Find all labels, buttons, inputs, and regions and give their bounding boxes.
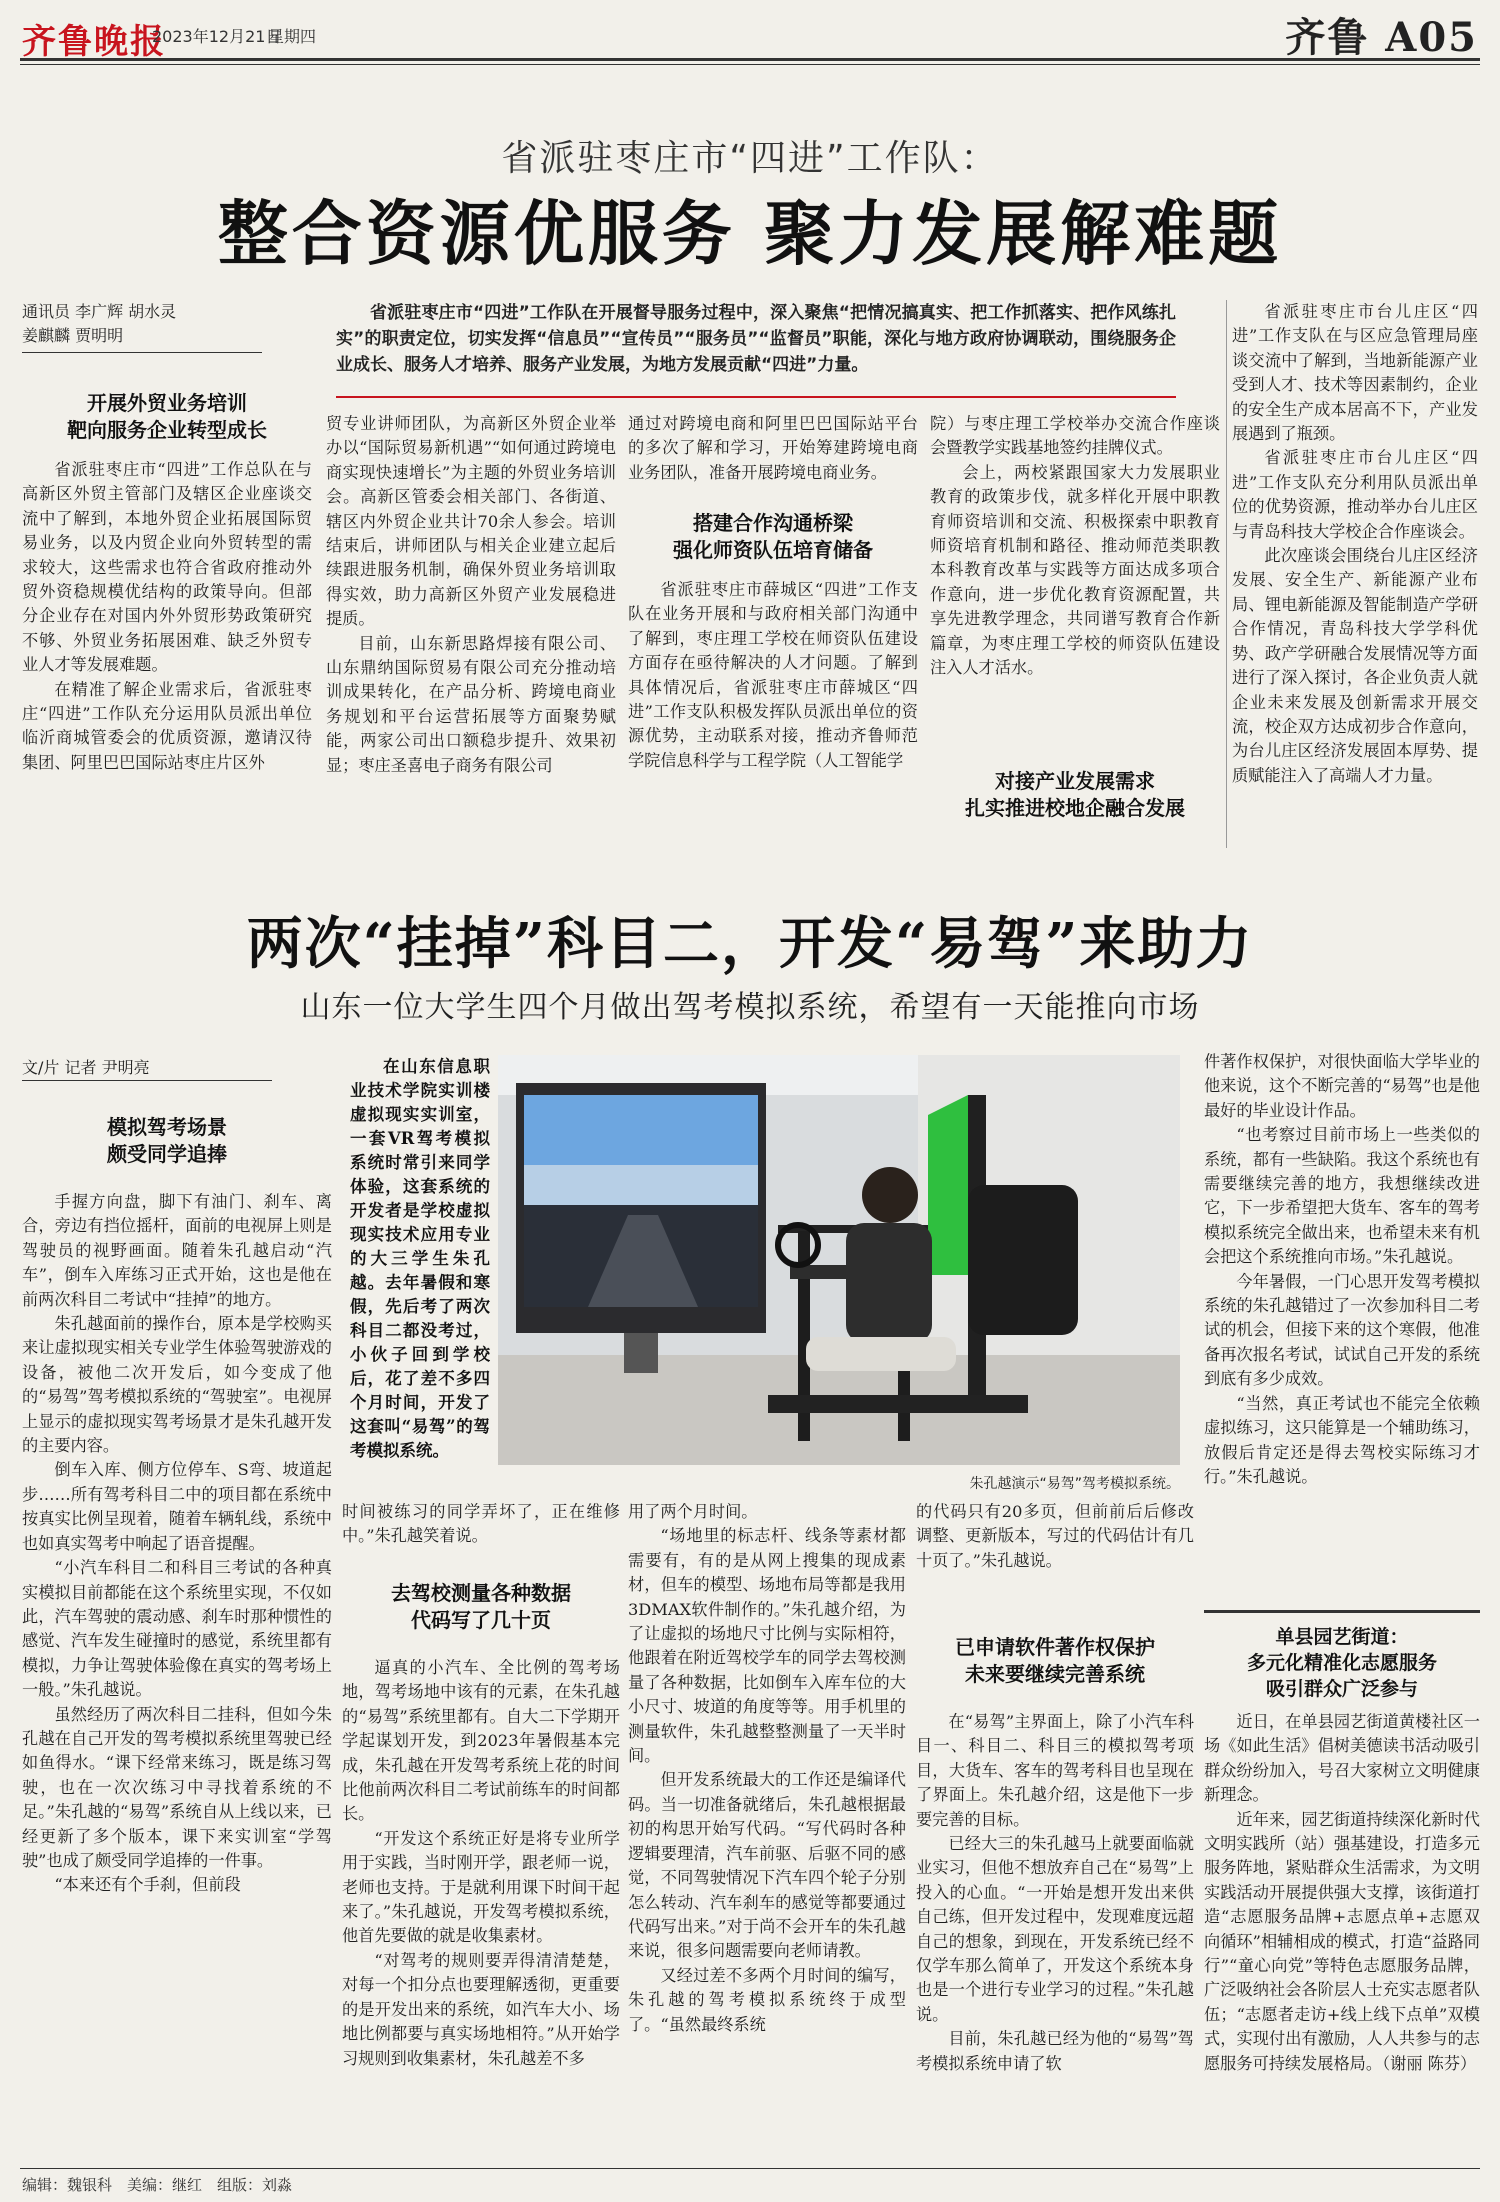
story2-deck: 山东一位大学生四个月做出驾考模拟系统，希望有一天能推向市场: [300, 990, 1200, 1025]
story1-intro: 省派驻枣庄市“四进”工作队在开展督导服务过程中，深入聚焦“把情况搞真实、把工作抓落实、把作风练扎实”的职责定位，切实发挥“信息员”“宣传员”“服务员”“监督员”职能，深化与地方政府协调联动，围绕服务企业成长、服务人才培养、服务产业发展，为地方发展贡献“四进”力量。: [336, 303, 1176, 375]
newspaper-logo: 齐鲁晚报: [22, 22, 166, 62]
story2-subhead-2: 去驾校测量各种数据 代码写了几十页: [391, 1581, 571, 1632]
footer-rule: [20, 2168, 1480, 2169]
paragraph: 已经大三的朱孔越马上就要面临就业实习，但他不想放弃自己在“易驾”上投入的心血。“一开始是想开发出来供自己练，但开发过程中，发现难度远超自己的想象，到现在，开发系统已经不仅学车那么简单了，开发这个系统本身也是一个进行专业学习的过程。”朱孔越说。: [916, 1834, 1194, 2024]
paragraph: 省派驻枣庄市台儿庄区“四进”工作支队在与区应急管理局座谈交流中了解到，当地新能源产业受到人才、技术等因素制约，企业的安全生产成本居高不下，产业发展遇到了瓶颈。: [1232, 302, 1478, 444]
issue-weekday: 星期四: [268, 27, 317, 46]
paragraph: 省派驻枣庄市台儿庄区“四进”工作支队充分利用队员派出单位的优势资源，推动举办台儿庄区与青岛科技大学校企合作座谈会。: [1232, 448, 1478, 541]
paragraph: 在“易驾”主界面上，除了小汽车科目一、科目二、科目三的模拟驾考项目，大货车、客车的驾考科目也呈现在了界面上。朱孔越介绍，这是他下一步要完善的目标。: [916, 1712, 1194, 1829]
paragraph: “当然，真正考试也不能完全依赖虚拟练习，这只能算是一个辅助练习，放假后肯定还是得去驾校实际练习才行。”朱孔越说。: [1204, 1393, 1480, 1486]
paragraph: 但开发系统最大的工作还是编译代码。当一切准备就绪后，朱孔越根据最初的构思开始写代码。“写代码时各种逻辑要理清，汽车前驱、后驱不同的感觉，不同驾驶情况下汽车四个轮子分别怎么转动、汽车刹车的感觉等都要通过代码写出来。”对于尚不会开车的朱孔越来说，很多问题需要向老师请教。: [628, 1770, 906, 1961]
paragraph: 朱孔越面前的操作台，原本是学校购买来让虚拟现实相关专业学生体验驾驶游戏的设备，被他二次开发后，如今变成了他的“易驾”驾考模拟系统的“驾驶室”。电视屏上显示的虚拟现实驾考场景才是朱孔越开发的主要内容。: [22, 1314, 332, 1456]
paragraph: “也考察过目前市场上一些类似的系统，都有一些缺陷。我这个系统也有需要继续完善的地方，我想继续改进它，下一步希望把大货车、客车的驾考模拟系统完全做出来，也希望未来有机会把这个系统推向市场。”朱孔越说。: [1204, 1125, 1480, 1267]
paragraph: 省派驻枣庄市薛城区“四进”工作支队在业务开展和与政府相关部门沟通中了解到，枣庄理工学校在师资队伍建设方面存在亟待解决的人才问题。了解到具体情况后，省派驻枣庄市薛城区“四进”工作支队积极发挥队员派出单位的资源优势，主动联系对接，推动齐鲁师范学院信息科学与工程学院（人工智能学: [628, 580, 918, 770]
story1-headline: 整合资源优服务 聚力发展解难题: [217, 192, 1283, 275]
story1-subhead-1: 开展外贸业务培训 靶向服务企业转型成长: [67, 391, 267, 442]
paragraph: 的代码只有20多页，但前前后后修改调整、更新版本，写过的代码估计有几十页了。”朱孔越说。: [916, 1502, 1194, 1570]
story2-column-4b: [916, 1710, 1194, 2156]
paragraph: 时间被练习的同学弄坏了，正在维修中。”朱孔越笑着说。: [342, 1502, 620, 1546]
story1-subhead-2: 搭建合作沟通桥梁 强化师资队伍培育储备: [673, 511, 873, 562]
paragraph: “对驾考的规则要弄得清清楚楚，对每一个扣分点也要理解透彻，更重要的是开发出来的系统，如汽车大小、场地比例都要与真实场地相符。”从开始学习规则到收集素材，朱孔越差不多: [342, 1950, 620, 2068]
masthead-rule: [20, 58, 1480, 61]
story2-column-2a: [342, 1500, 620, 1552]
issue-date: 2023年12月21日: [152, 27, 282, 46]
paragraph: 省派驻枣庄市“四进”工作总队在与高新区外贸主管部门及辖区企业座谈交流中了解到，本地外贸企业拓展国际贸易业务，以及内贸企业向外贸转型的需求较大，这些需求也符合省政府推动外贸外资稳规模优结构的政策导向。但部分企业存在对国内外外贸形势政策研究不够、外贸业务拓展困难、缺乏外贸专业人才等发展难题。: [22, 460, 312, 675]
paragraph: 目前，朱孔越已经为他的“易驾”驾考模拟系统申请了软: [916, 2029, 1194, 2073]
byline-rule: [22, 352, 262, 353]
story3-body: [1204, 1710, 1480, 2156]
story2-subhead-3: 已申请软件著作权保护 未来要继续完善系统: [955, 1635, 1155, 1686]
paragraph: 近年来，园艺街道持续深化新时代文明实践所（站）强基建设，打造多元服务阵地，紧贴群众生活需求，为文明实践活动开展提供强大支撑，该街道打造“志愿服务品牌+志愿点单+志愿双向循环”相辅相成的模式，打造“益路同行”“童心向党”等特色志愿服务品牌，广泛吸纳社会各阶层人士充实志愿者队伍；“志愿者走访+线上线下点单”双模式，实现付出有激励，人人共参与的志愿服务可持续发展格局。（谢丽 陈芬）: [1204, 1809, 1480, 2073]
paragraph: 逼真的小汽车、全比例的驾考场地，驾考场地中该有的元素，在朱孔越的“易驾”系统里都有。自大二下学期开学起谋划开发，到2023年暑假基本完成，朱孔越在开发驾考系统上花的时间比他前两次科目二考试前练车的时间都长。: [342, 1658, 620, 1824]
story1-column-2: [326, 412, 616, 848]
paragraph: 今年暑假，一门心思开发驾考模拟系统的朱孔越错过了一次参加科目二考试的机会，但接下来的这个寒假，他准备再次报名考试，试试自己开发的系统到底有多少成效。: [1204, 1271, 1480, 1389]
story2-lead-box: [350, 1055, 490, 1463]
story2-byline: 文/片 记者 尹明亮: [22, 1058, 150, 1077]
paragraph: 又经过差不多两个月时间的编写，朱孔越的驾考模拟系统终于成型了。“虽然最终系统: [628, 1965, 906, 2034]
story1-column-1: [22, 458, 312, 848]
byline-rule: [22, 1080, 272, 1081]
story2-photo: [498, 1055, 1180, 1465]
paragraph: 近日，在单县园艺街道黄楼社区一场《如此生活》倡树美德读书活动吸引群众纷纷加入，号召大家树立文明健康新理念。: [1204, 1712, 1480, 1805]
paragraph: “小汽车科目二和科目三考试的各种真实模拟目前都能在这个系统里实现，不仅如此，汽车驾驶的震动感、刹车时那种惯性的感觉、汽车发生碰撞时的感觉，系统里都有模拟，力争让驾驶体验像在真实的驾考场上一般。”朱孔越说。: [22, 1558, 332, 1700]
story2-subhead-1: 模拟驾考场景 颇受同学追捧: [107, 1115, 227, 1166]
paragraph: 会上，两校紧跟国家大力发展职业教育的政策步伐，就多样化开展中职教育师资培训和交流、积极探索中职教育师资培育机制和路径、推动师范类职教本科教育改革与实践等方面达成多项合作意向，进一步优化教育资源配置，共享先进教学理念，共同谱写教育合作新篇章，为枣庄理工学校的师资队伍建设注入人才活水。: [930, 462, 1220, 678]
story2-column-4a: [916, 1500, 1194, 1612]
paragraph: “本来还有个手刹，但前段: [54, 1875, 241, 1895]
paragraph: 倒车入库、侧方位停车、S弯、坡道起步……所有驾考科目二中的项目都在系统中按真实比例呈现着，随着车辆轧线，系统中也如真实驾考中响起了语音提醒。: [22, 1460, 332, 1553]
paragraph: 用了两个月时间。: [628, 1502, 758, 1521]
photo-caption: 朱孔越演示“易驾”驾考模拟系统。: [969, 1476, 1180, 1492]
page-section: 齐鲁 A05: [1285, 14, 1478, 61]
story2-column-2b: [342, 1656, 620, 2156]
column-separator: [1226, 300, 1227, 848]
story2-column-5: [1204, 1050, 1480, 1590]
driving-simulator-photo: [498, 1055, 1180, 1465]
story3-headline: 单县园艺街道： 多元化精准化志愿服务 吸引群众广泛参与: [1246, 1626, 1437, 1700]
page-credits: 编辑：魏银科 美编：继红 组版：刘淼: [22, 2176, 293, 2194]
story1-byline-line1: 通讯员 李广辉 胡水灵: [22, 302, 177, 321]
paragraph: 目前，山东新思路焊接有限公司、山东鼎纳国际贸易有限公司充分推动培训成果转化，在产品分析、跨境电商业务规划和平台运营拓展等方面聚势赋能，两家公司出口额稳步提升、效果初显；枣庄圣喜电子商务有限公司: [326, 633, 616, 775]
story1-byline: [22, 300, 262, 348]
story1-column-4: [930, 412, 1220, 752]
paragraph: 院）与枣庄理工学校举办交流合作座谈会暨教学实践基地签约挂牌仪式。: [930, 414, 1220, 458]
story1-column-3a: [628, 412, 918, 490]
paragraph: 贸专业讲师团队，为高新区外贸企业举办以“国际贸易新机遇”“如何通过跨境电商实现快速增长”为主题的外贸业务培训会。高新区管委会相关部门、各街道、辖区内外贸企业共计70余人参会。培训结束后，讲师团队与相关企业建立起后续跟进服务机制，确保外贸业务培训取得实效，助力高新区外贸产业发展稳进提质。: [326, 414, 616, 629]
lead-paragraph: 在山东信息职业技术学院实训楼虚拟现实实训室，一套VR驾考模拟系统时常引来同学体验，这套系统的开发者是学校虚拟现实技术应用专业的大三学生朱孔越。去年暑假和寒假，先后考了两次科目二都没考过，小伙子回到学校后，花了差不多四个月时间，开发了这套叫“易驾”的驾考模拟系统。: [350, 1057, 490, 1460]
paragraph: “场地里的标志杆、线条等素材都需要有，有的是从网上搜集的现成素材，但车的模型、场地布局等都是我用3DMAX软件制作的。”朱孔越介绍，为了让虚拟的场地尺寸比例与实际相符，他跟着在附近驾校学车的同学去驾校测量了各种数据，比如倒车入库车位的大小尺寸、坡道的角度等等。用手机里的测量软件，朱孔越整整测量了一天半时间。: [628, 1526, 906, 1766]
story1-subhead-3: 对接产业发展需求 扎实推进校地企融合发展: [965, 769, 1185, 820]
masthead-rule-thin: [20, 64, 1480, 65]
story1-column-5: [1232, 300, 1478, 848]
paragraph: 通过对跨境电商和阿里巴巴国际站平台的多次了解和学习，开始筹建跨境电商业务团队，准备开展跨境电商业务。: [628, 414, 918, 482]
story1-kicker: 省派驻枣庄市“四进”工作队：: [501, 138, 999, 179]
story2-column-3: [628, 1500, 906, 2156]
paragraph: 虽然经历了两次科目二挂科，但如今朱孔越在自己开发的驾考模拟系统里驾驶已经如鱼得水。“课下经常来练习，既是练习驾驶，也在一次次练习中寻找着系统的不足。”朱孔越的“易驾”系统自从上线以来，已经更新了多个版本，课下来实训室“学驾驶”也成了颇受同学追捧的一件事。: [22, 1704, 332, 1870]
paragraph: 手握方向盘，脚下有油门、刹车、离合，旁边有挡位摇杆，面前的电视屏上则是驾驶员的视野画面。随着朱孔越启动“汽车”，倒车入库练习正式开始，这也是他在前两次科目二考试中“挂掉”的地方。: [22, 1192, 332, 1309]
intro-rule: [336, 396, 1176, 398]
story1-byline-line2: 姜麒麟 贾明明: [22, 326, 124, 345]
story2-headline: 两次“挂掉”科目二，开发“易驾”来助力: [246, 911, 1254, 977]
paragraph: “开发这个系统正好是将专业所学用于实践，当时刚开学，跟老师一说，老师也支持。于是就利用课下时间干起来了。”朱孔越说，开发驾考模拟系统，他首先要做的就是收集素材。: [342, 1828, 620, 1946]
paragraph: 件著作权保护，对很快面临大学毕业的他来说，这个不断完善的“易驾”也是他最好的毕业设计作品。: [1204, 1052, 1480, 1120]
paragraph: 在精准了解企业需求后，省派驻枣庄“四进”工作队充分运用队员派出单位临沂商城管委会的优质资源，邀请汉待集团、阿里巴巴国际站枣庄片区外: [22, 679, 312, 772]
story3-rule: [1204, 1610, 1480, 1613]
paragraph: 此次座谈会围绕台儿庄区经济发展、安全生产、新能源产业布局、锂电新能源及智能制造产学研合作情况，青岛科技大学学科优势、政产学研融合发展情况等方面进行了深入探讨，各企业负责人就企业未来发展及创新需求开展交流，校企双方达成初步合作意向，为台儿庄区经济发展固本厚势、提质赋能注入了高端人才力量。: [1232, 546, 1478, 785]
story2-column-1: [22, 1190, 332, 2150]
story1-column-3b: [628, 578, 918, 848]
